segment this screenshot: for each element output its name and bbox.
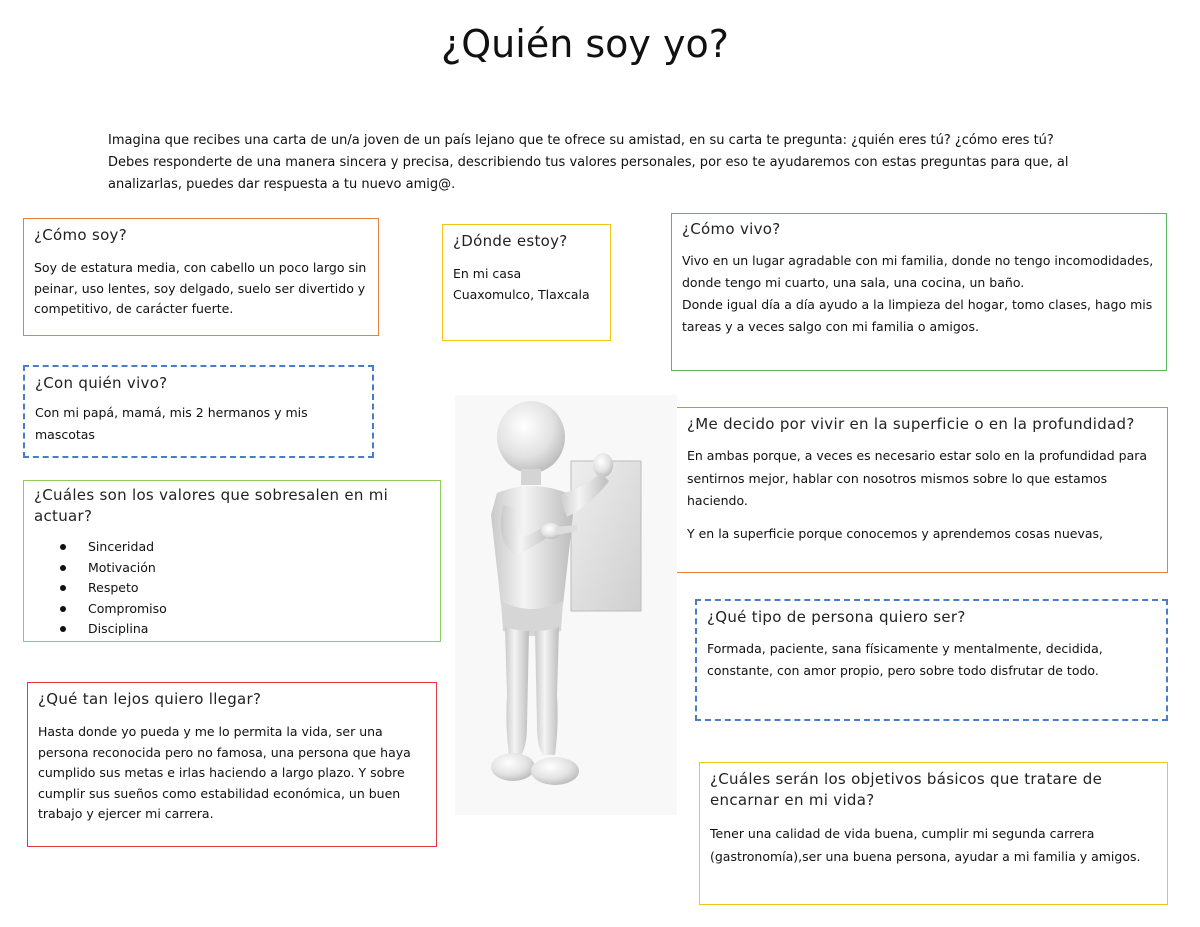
valores-list xyxy=(34,537,430,640)
box-heading: ¿Cuáles son los valores que sobresalen en mi actuar? xyxy=(34,486,389,525)
box-text: Soy de estatura media, con cabello un poco largo sin peinar, uso lentes, soy delgado, suelo ser divertido y competitivo, de carácter fuerte. xyxy=(34,260,367,316)
intro-line-1: Imagina que recibes una carta de un/a joven de un país lejano que te ofrece su amistad, en su carta te pregunta: ¿quién eres tú? ¿cómo eres tú? xyxy=(108,133,1054,148)
box-heading: ¿Cómo vivo? xyxy=(682,220,781,238)
box-heading: ¿Cómo soy? xyxy=(34,226,127,244)
list-item: Sinceridad xyxy=(88,537,430,558)
box-text: Tener una calidad de vida buena, cumplir mi segunda carrera (gastronomía),ser una buena persona, ayudar a mi familia y amigos. xyxy=(710,826,1141,864)
box-valores xyxy=(23,480,441,642)
box-text: Hasta donde yo pueda y me lo permita la vida, ser una persona reconocida pero no famosa, una persona que haya cumplido sus metas e irlas haciendo a largo plazo. Y sobre cumplir sus sueños como estabilidad económica, un buen trabajo y ejercer mi carrera. xyxy=(38,724,411,821)
box-text: Formada, paciente, sana físicamente y mentalmente, decidida, constante, con amor propio, pero sobre todo disfrutar de todo. xyxy=(707,641,1103,678)
box-superficie-profundidad xyxy=(677,407,1168,573)
list-item: Compromiso xyxy=(88,599,430,620)
list-item: Disciplina xyxy=(88,619,430,640)
box-text-line-2: Cuaxomulco, Tlaxcala xyxy=(453,286,590,302)
list-item: Motivación xyxy=(88,558,430,579)
box-heading: ¿Con quién vivo? xyxy=(35,374,168,392)
box-objetivos xyxy=(699,762,1168,905)
intro-text xyxy=(108,130,1108,196)
box-text-1: En ambas porque, a veces es necesario estar solo en la profundidad para sentirnos mejor, hablar con nosotros mismos sobre lo que estamos haciendo. xyxy=(687,448,1148,508)
list-item: Respeto xyxy=(88,578,430,599)
box-como-vivo xyxy=(671,213,1167,371)
box-donde-estoy xyxy=(442,224,611,341)
intro-line-2: Debes responderte de una manera sincera y precisa, describiendo tus valores personales, por eso te ayudaremos con estas preguntas para que, al analizarlas, puedes dar respuesta a tu nuevo amig@. xyxy=(108,155,1069,192)
box-text-2: Donde igual día a día ayudo a la limpieza del hogar, tomo clases, hago mis tareas y a veces salgo con mi familia o amigos. xyxy=(682,297,1153,334)
box-text-1: Vivo en un lugar agradable con mi familia, donde no tengo incomodidades, donde tengo mi cuarto, una sala, una cocina, un baño. xyxy=(682,253,1154,290)
box-heading: ¿Dónde estoy? xyxy=(453,232,568,250)
person-holding-sign-image xyxy=(455,395,677,815)
box-text: Con mi papá, mamá, mis 2 hermanos y mis mascotas xyxy=(35,405,308,442)
box-heading: ¿Cuáles serán los objetivos básicos que tratare de encarnar en mi vida? xyxy=(710,770,1103,809)
box-tipo-persona xyxy=(695,599,1168,721)
box-como-soy xyxy=(23,218,379,336)
person-figure-icon xyxy=(455,395,677,815)
box-text-2: Y en la superficie porque conocemos y aprendemos cosas nuevas, xyxy=(687,525,1104,541)
box-heading: ¿Qué tipo de persona quiero ser? xyxy=(707,608,966,626)
box-con-quien-vivo xyxy=(23,365,374,458)
box-heading: ¿Qué tan lejos quiero llegar? xyxy=(38,690,262,708)
page-title: ¿Quién soy yo? xyxy=(441,22,729,66)
box-heading: ¿Me decido por vivir en la superficie o en la profundidad? xyxy=(687,415,1135,433)
box-que-tan-lejos xyxy=(27,682,437,847)
box-text-line-1: En mi casa xyxy=(453,266,522,281)
